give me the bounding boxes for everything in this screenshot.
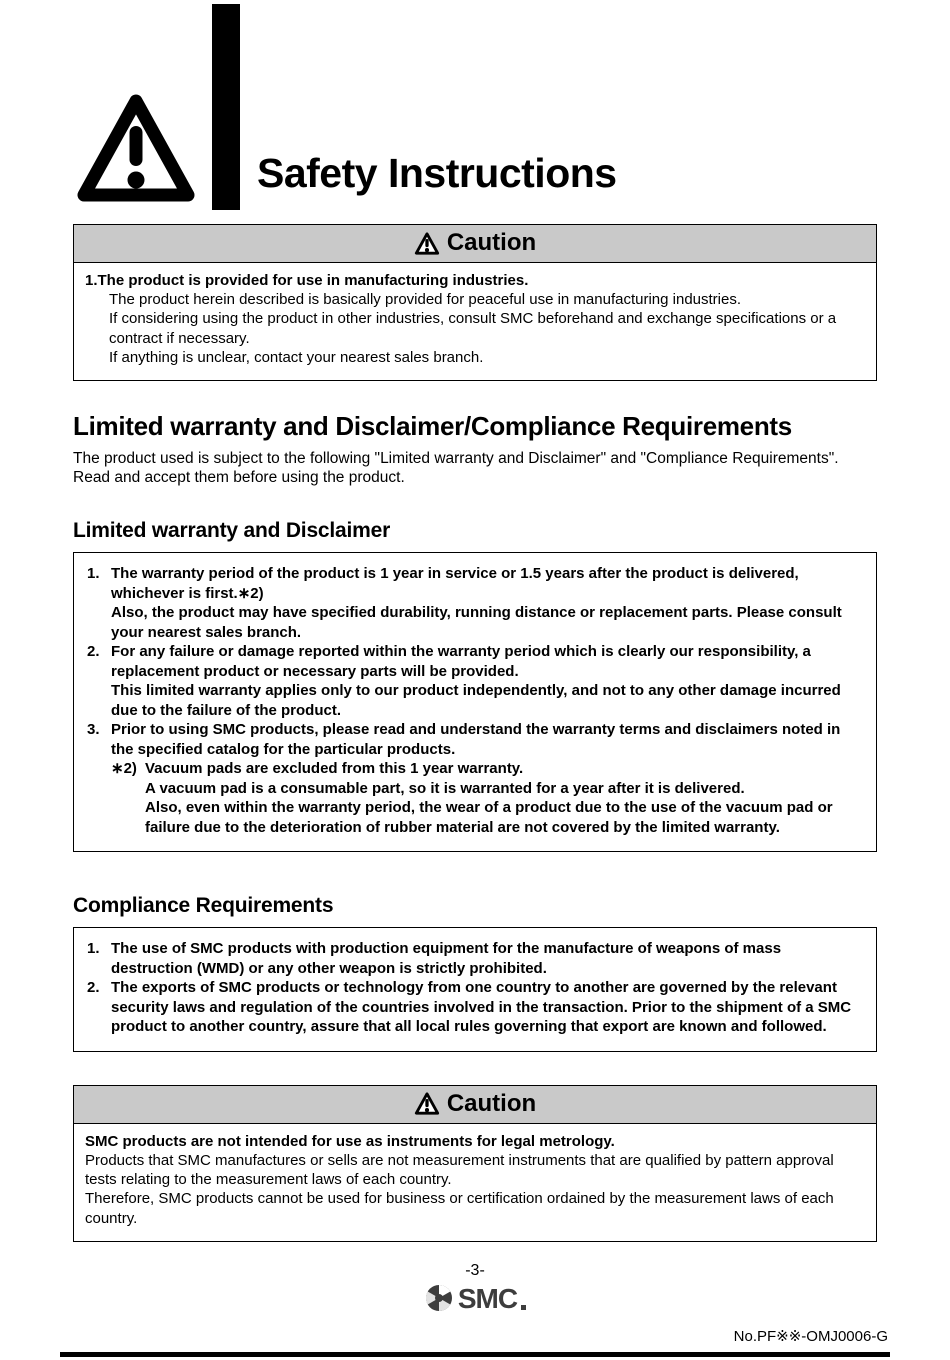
compliance-box (73, 927, 877, 1052)
item-subtext: Also, the product may have specified durability, running distance or replacement parts. Please consult your nearest sales branch. (111, 604, 842, 641)
warranty-item (87, 564, 863, 642)
item-text-block (111, 720, 863, 759)
warranty-footnote (111, 759, 863, 837)
item-text-block (111, 642, 863, 720)
compliance-item (87, 978, 863, 1037)
caution-title: Caution (446, 1089, 537, 1117)
caution-body-line: If considering using the product in other industries, consult SMC beforehand and exchange specifications or a contract if necessary. (109, 310, 837, 347)
item-text-block (111, 978, 863, 1037)
warning-triangle-icon (75, 92, 197, 204)
subheading-limited-warranty: Limited warranty and Disclaimer (73, 519, 391, 543)
caution-body-line: The product herein described is basically provided for peaceful use in manufacturing industries. (109, 291, 742, 309)
subheading-compliance: Compliance Requirements (73, 894, 334, 918)
section-intro (73, 449, 877, 487)
caution-body-line: Products that SMC manufactures or sells are not measurement instruments that are qualified by pattern approval tests relating to the measurement laws of each country. (85, 1152, 834, 1189)
caution-box-manufacturing (73, 224, 877, 381)
caution-lead-line: SMC products are not intended for use as instruments for legal metrology. (85, 1132, 615, 1150)
smc-logo-mark-icon (424, 1283, 454, 1313)
item-text: The warranty period of the product is 1 year in service or 1.5 years after the product is delivered, whichever is first.∗2) (111, 565, 799, 602)
footnote-text-block (145, 759, 863, 837)
footnote-subtext: A vacuum pad is a consumable part, so it is warranted for a year after it is delivered. (145, 779, 745, 797)
page-number: -3- (465, 1262, 485, 1279)
section-heading-warranty-compliance: Limited warranty and Disclaimer/Compliance Requirements (73, 410, 792, 441)
caution-title: Caution (446, 229, 537, 256)
item-text-block (111, 939, 863, 978)
intro-line: Read and accept them before using the product. (73, 469, 405, 487)
intro-line: The product used is subject to the following "Limited warranty and Disclaimer" and "Compliance Requirements". (73, 449, 839, 467)
bottom-rule (60, 1352, 890, 1357)
smc-logo (0, 1283, 950, 1313)
item-number: 2. (87, 643, 100, 661)
warranty-item (87, 642, 863, 720)
item-subtext: This limited warranty applies only to our product independently, and not to any other damage incurred due to the failure of the product. (111, 682, 841, 719)
title-divider-bar (212, 4, 240, 210)
footnote-text: Vacuum pads are excluded from this 1 year warranty. (145, 760, 524, 778)
item-number: 1. (87, 565, 100, 583)
smc-logo-period (521, 1305, 526, 1310)
footnote-label: ∗2) (111, 760, 137, 778)
item-text: The exports of SMC products or technology from one country to another are governed by the relevant security laws and regulation of the countries involved in the transaction. Prior to the shipment of a SMC product to another country, assure that all local rules governing that export are known and followed. (111, 979, 852, 1036)
caution-lead-line: 1.The product is provided for use in manufacturing industries. (85, 272, 529, 289)
caution-body-line: If anything is unclear, contact your nearest sales branch. (109, 348, 484, 366)
caution-body (74, 1124, 876, 1241)
item-number: 3. (87, 721, 100, 739)
page-title: Safety Instructions (257, 150, 617, 196)
item-number: 2. (87, 979, 100, 997)
caution-header (74, 225, 876, 263)
masthead (73, 0, 877, 218)
item-text: For any failure or damage reported within the warranty period which is clearly our responsibility, a replacement product or necessary parts will be provided. (111, 643, 811, 680)
caution-body (74, 263, 876, 380)
item-text-block (111, 564, 863, 642)
caution-body-line: Therefore, SMC products cannot be used for business or certification ordained by the measurement laws of each country. (85, 1190, 834, 1227)
compliance-item (87, 939, 863, 978)
caution-box-metrology (73, 1085, 877, 1242)
limited-warranty-box (73, 552, 877, 852)
item-text: Prior to using SMC products, please read and understand the warranty terms and disclaimers noted in the specified catalog for the particular products. (111, 721, 841, 758)
smc-logo-text: SMC (457, 1283, 518, 1314)
item-text: The use of SMC products with production equipment for the manufacture of weapons of mass destruction (WMD) or any other weapon is strictly prohibited. (111, 940, 782, 977)
caution-header (74, 1086, 876, 1124)
item-number: 1. (87, 940, 100, 958)
document-number: No.PF※※-OMJ0006-G (733, 1328, 888, 1345)
caution-triangle-icon (414, 232, 440, 255)
page-footer (0, 1262, 950, 1360)
footnote-subtext: Also, even within the warranty period, the wear of a product due to the use of the vacuum pad or failure due to the deterioration of rubber material are not covered by the limited warranty. (145, 799, 833, 836)
warranty-item (87, 720, 863, 759)
caution-triangle-icon (414, 1092, 440, 1115)
